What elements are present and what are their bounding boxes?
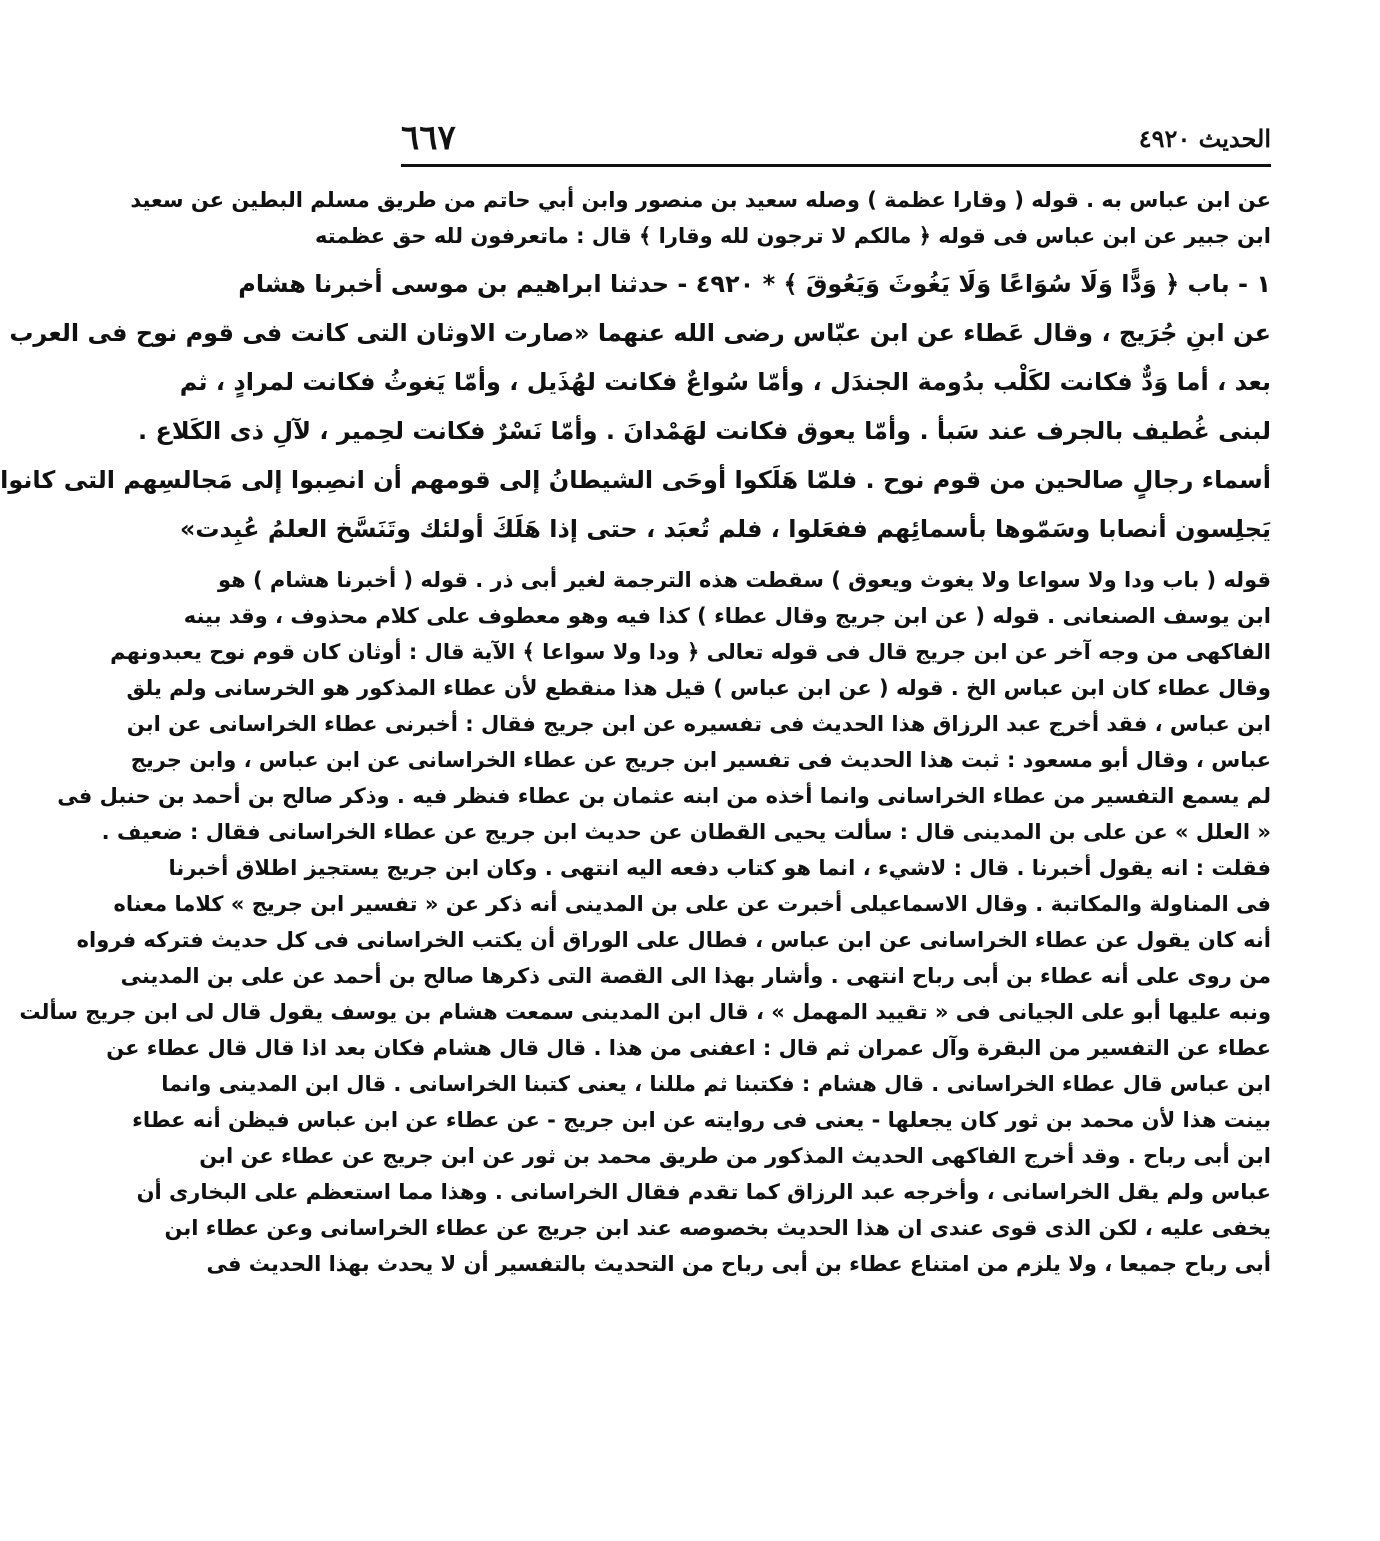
text-line: عطاء عن التفسير من البقرة وآل عمران ثم قال : اعفنى من هذا . قال قال هشام فكان بعد اذا قال قال عطاء عن bbox=[106, 1036, 1271, 1060]
text-line: من روى على أنه عطاء بن أبى رباح انتهى . وأشار بهذا الى القصة التى ذكرها صالح بن أحمد عن على بن المدينى bbox=[120, 964, 1271, 988]
intro-paragraph bbox=[130, 182, 1271, 254]
text-line: وقال عطاء كان ابن عباس الخ . قوله ( عن ابن عباس ) قيل هذا منقطع لأن عطاء المذكور هو الخرسانى ولم يلق bbox=[126, 676, 1271, 700]
text-line: ١ - باب ﴿ وَدًّا وَلَا سُوَاعًا وَلَا يَغُوثَ وَيَعُوقَ ﴾ * ٤٩٢٠ - حدثنا ابراهيم بن موسى أخبرنا هشام bbox=[238, 270, 1271, 298]
header-rule bbox=[401, 164, 1271, 167]
text-line: الفاكهى من وجه آخر عن ابن جريج قال فى قوله تعالى ﴿ ودا ولا سواعا ﴾ الآية قال : أوثان كان قوم نوح يعبدونهم bbox=[110, 640, 1271, 664]
text-line: بعد ، أما وَدٌّ فكانت لكَلْب بدُومة الجندَل ، وأمّا سُواعٌ فكانت لهُذَيل ، وأمّا يَغوثُ فكانت لمرادٍ ، ثم bbox=[179, 368, 1271, 396]
text-line: أسماء رجالٍ صالحين من قوم نوح . فلمّا هَلَكوا أوحَى الشيطانُ إلى قومهم أن انصِبوا إلى مَجالسِهم التى كانوا bbox=[0, 466, 1271, 494]
text-line: أبى رباح جميعا ، ولا يلزم من امتناع عطاء بن أبى رباح من التحديث بالتفسير أن لا يحدث بهذا الحديث فى bbox=[206, 1252, 1271, 1276]
running-head: الحديث ٤٩٢٠ bbox=[1138, 124, 1271, 153]
text-line: ونبه عليها أبو على الجيانى فى « تقييد المهمل » ، قال ابن المدينى سمعت هشام بن يوسف يقول قال لى ابن جريج سألت bbox=[19, 1000, 1271, 1024]
book-page bbox=[0, 118, 1271, 1498]
spacer bbox=[401, 554, 1271, 562]
text-line: ابن جبير عن ابن عباس فى قوله ﴿ مالكم لا ترجون لله وقارا ﴾ قال : ماتعرفون لله حق عظمته bbox=[314, 224, 1271, 248]
hadith-paragraph bbox=[0, 260, 1271, 554]
text-line: فى المناولة والمكاتبة . وقال الاسماعيلى أخبرت عن على بن المدينى أنه ذكر عن « تفسير ابن جريج » كلاما معناه bbox=[113, 892, 1271, 916]
text-line: قوله ( باب ودا ولا سواعا ولا يغوث ويعوق ) سقطت هذه الترجمة لغير أبى ذر . قوله ( أخبرنا هشام ) هو bbox=[217, 568, 1271, 592]
text-line: ابن يوسف الصنعانى . قوله ( عن ابن جريج وقال عطاء ) كذا فيه وهو معطوف على كلام محذوف ، وقد بينه bbox=[183, 604, 1271, 628]
page-number: ٦٦٧ bbox=[401, 118, 456, 158]
commentary-paragraph bbox=[19, 562, 1271, 1282]
text-line: ابن أبى رباح . وقد أخرج الفاكهى الحديث المذكور من طريق محمد بن ثور عن ابن جريج عن عطاء عن ابن bbox=[199, 1144, 1271, 1168]
text-line: عن ابن عباس به . قوله ( وقارا عظمة ) وصله سعيد بن منصور وابن أبي حاتم من طريق مسلم البطين عن سعيد bbox=[130, 188, 1271, 212]
text-line: عباس ولم يقل الخراسانى ، وأخرجه عبد الرزاق كما تقدم فقال الخراسانى . وهذا مما استعظم على البخارى أن bbox=[136, 1180, 1271, 1204]
page-body bbox=[0, 182, 1271, 1282]
text-line: بينت هذا لأن محمد بن ثور كان يجعلها - يعنى فى روايته عن ابن جريج - عن عطاء عن ابن عباس فيظن أنه عطاء bbox=[132, 1108, 1271, 1132]
text-line: ابن عباس قال عطاء الخراسانى . قال هشام : فكتبنا ثم مللنا ، يعنى كتبنا الخراسانى . قال ابن المدينى وانما bbox=[161, 1072, 1271, 1096]
text-line: يَجلِسون أنصابا وسَمّوها بأسمائِهم ففعَلوا ، فلم تُعبَد ، حتى إذا هَلَكَ أولئك وتَنَسَّخ العلمُ عُبِدت» bbox=[179, 515, 1271, 543]
page-header bbox=[401, 118, 1271, 166]
text-line: « العلل » عن على بن المدينى قال : سألت يحيى القطان عن حديث ابن جريج عن عطاء الخراسانى فقال : ضعيف . bbox=[101, 820, 1271, 844]
text-line: أنه كان يقول عن عطاء الخراسانى عن ابن عباس ، فطال على الوراق أن يكتب الخراسانى فى كل حديث فتركه فرواه bbox=[76, 928, 1271, 952]
text-line: لبنى غُطيف بالجرف عند سَبأ . وأمّا يعوق فكانت لهَمْدانَ . وأمّا نَسْرٌ فكانت لحِمير ، لآلِ ذى الكَلاع . bbox=[138, 417, 1271, 445]
text-line: لم يسمع التفسير من عطاء الخراسانى وانما أخذه من ابنه عثمان بن عطاء فنظر فيه . وذكر صالح بن أحمد بن حنبل فى bbox=[57, 784, 1271, 808]
text-line: ابن عباس ، فقد أخرج عبد الرزاق هذا الحديث فى تفسيره عن ابن جريج فقال : أخبرنى عطاء الخراسانى عن ابن bbox=[126, 712, 1271, 736]
text-line: عن ابنِ جُرَيج ، وقال عَطاء عن ابن عبّاس رضى الله عنهما «صارت الاوثان التى كانت فى قوم نوح فى العرب bbox=[9, 319, 1271, 347]
text-line: فقلت : انه يقول أخبرنا . قال : لاشيء ، انما هو كتاب دفعه اليه انتهى . وكان ابن جريج يستجيز اطلاق أخبرنا bbox=[168, 856, 1271, 880]
text-line: عباس ، وقال أبو مسعود : ثبت هذا الحديث فى تفسير ابن جريج عن عطاء الخراسانى عن ابن عباس ، وابن جريج bbox=[130, 748, 1271, 772]
text-line: يخفى عليه ، لكن الذى قوى عندى ان هذا الحديث بخصوصه عند ابن جريج عن عطاء الخراسانى وعن عطاء ابن bbox=[164, 1216, 1271, 1240]
